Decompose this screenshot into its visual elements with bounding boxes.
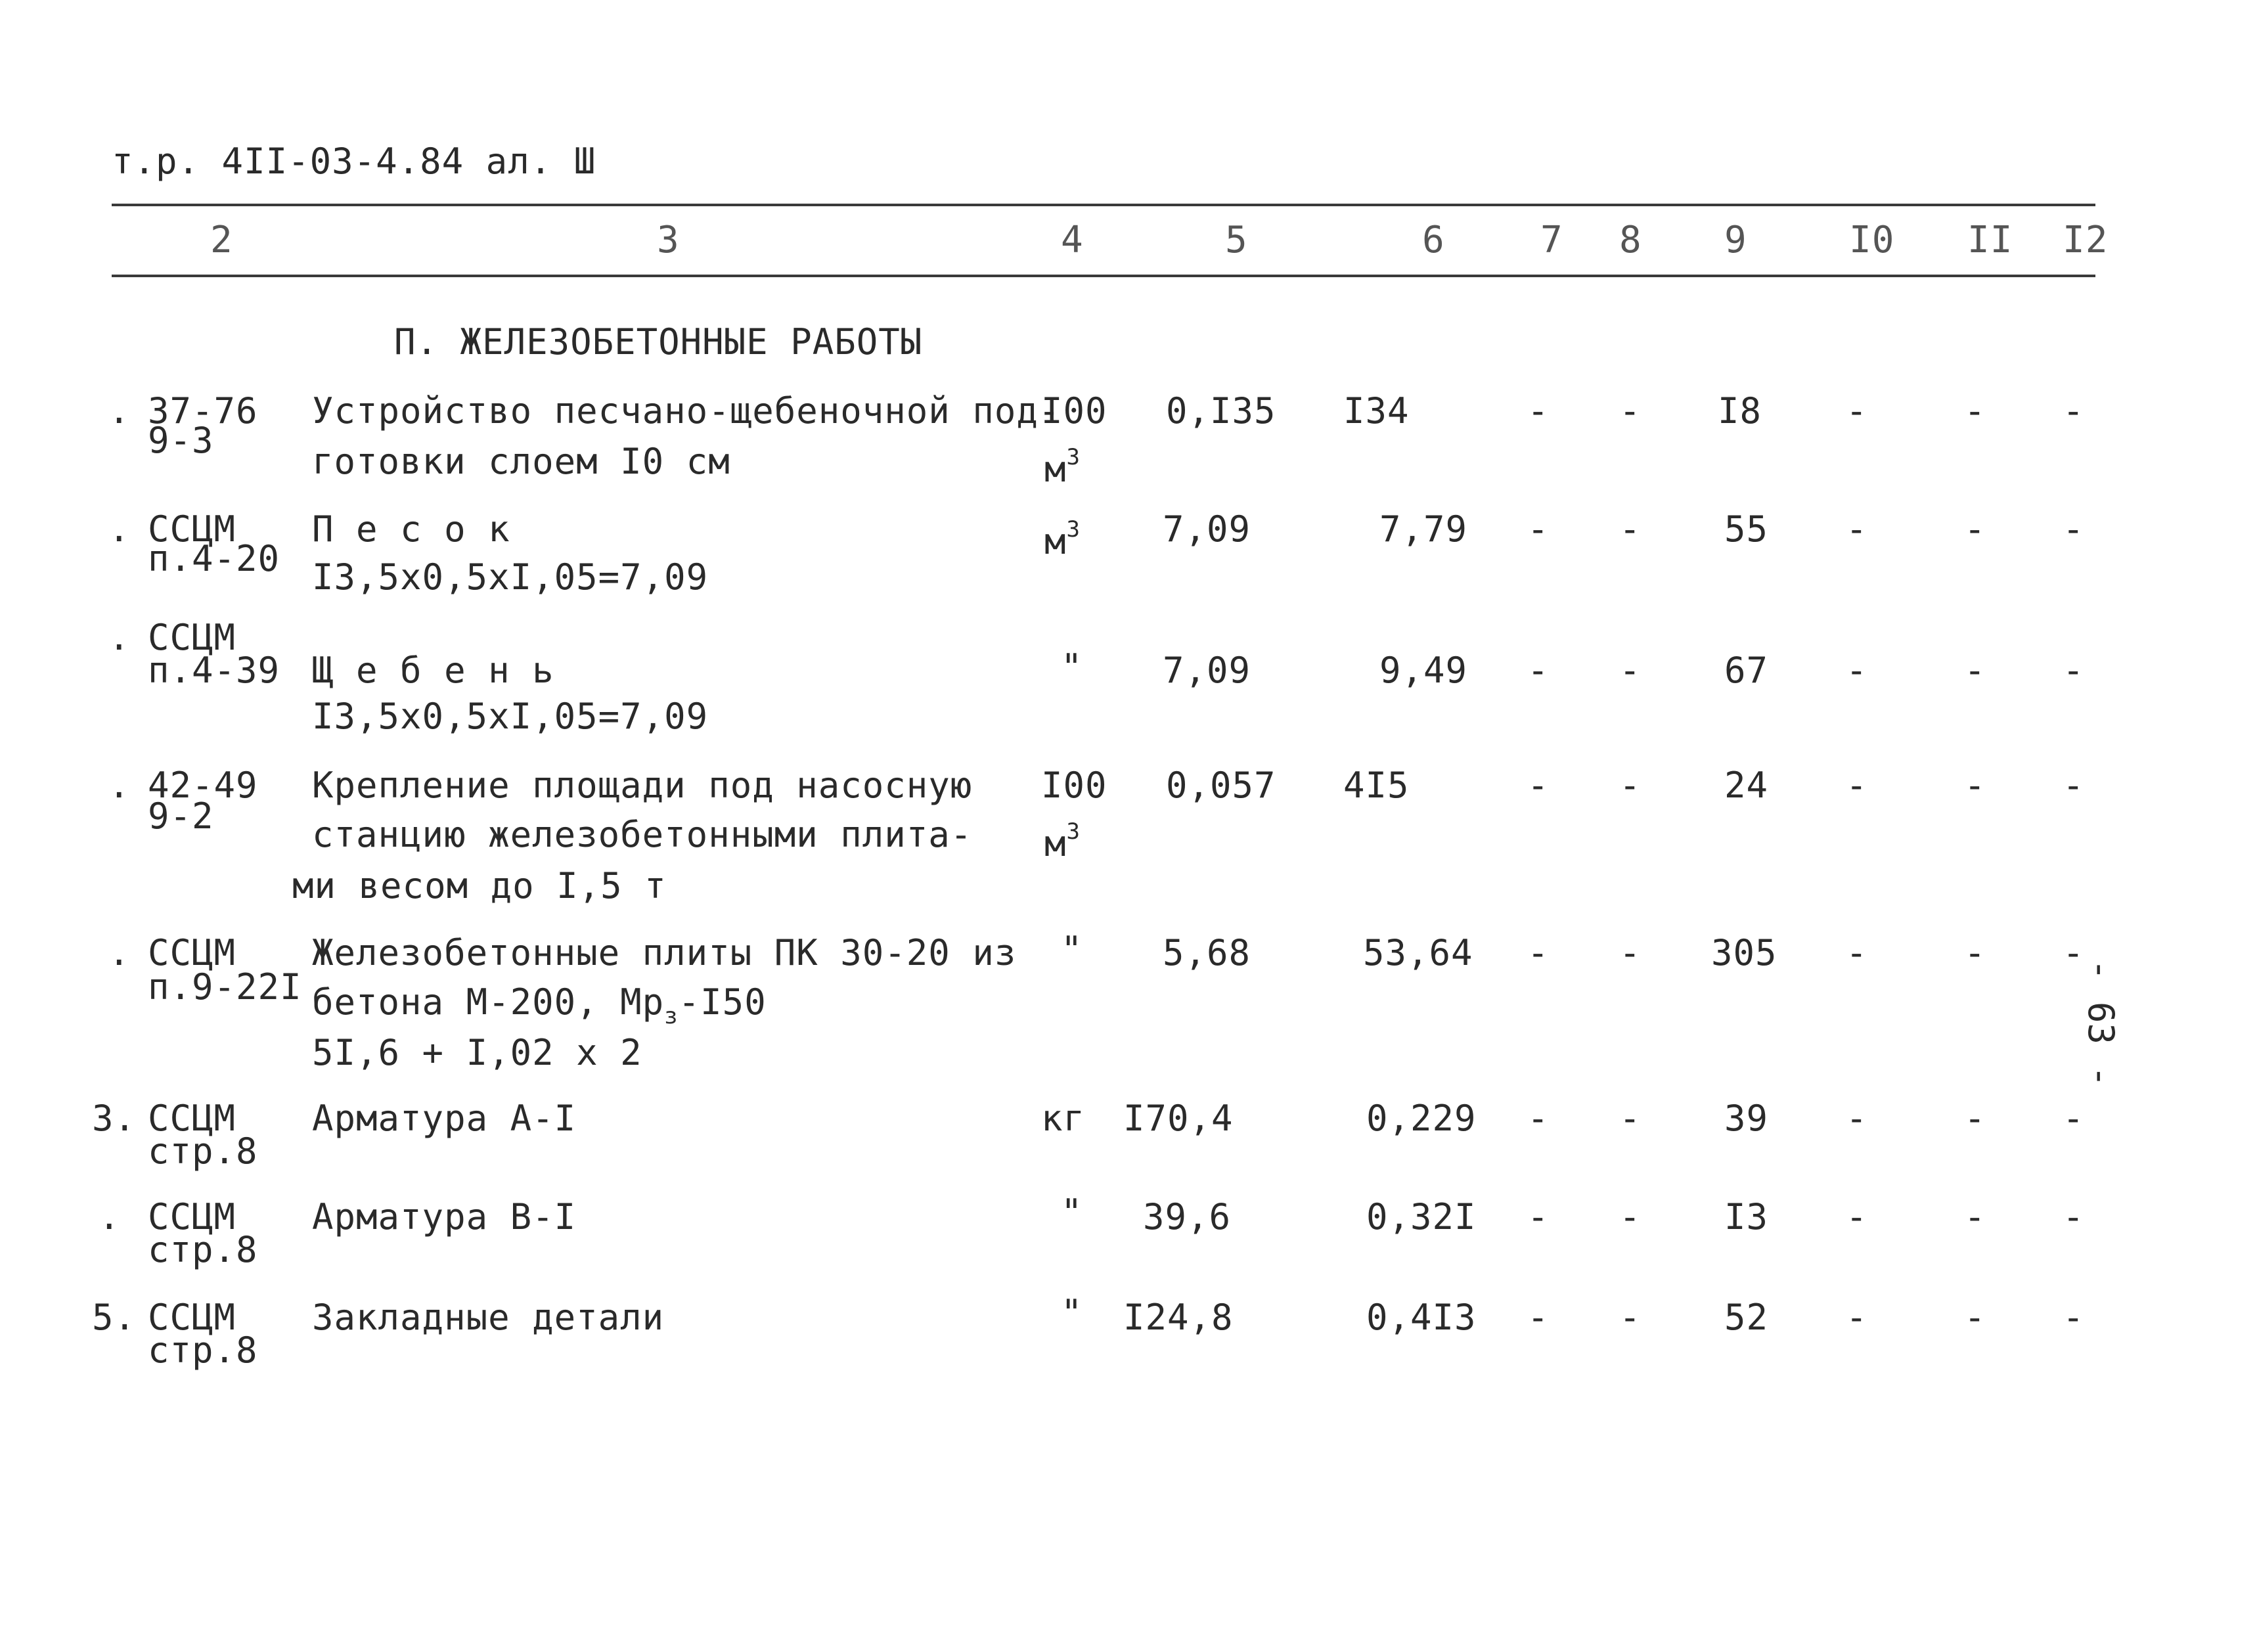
row-description: станцию железобетонными плита- [312, 814, 973, 855]
row-quantity: 7,09 [1163, 650, 1251, 691]
row-number: . [108, 765, 131, 806]
row-col7: - [1527, 932, 1550, 973]
row-total: 305 [1711, 932, 1777, 973]
row-quantity: 39,6 [1143, 1196, 1232, 1238]
row-col10: - [1846, 508, 1868, 550]
row-col12: - [2063, 508, 2085, 550]
header-bottom-rule [112, 275, 2095, 277]
row-quantity: 7,09 [1163, 508, 1251, 550]
row-number: . [108, 617, 131, 658]
column-header: 2 [210, 219, 233, 261]
row-col10: - [1846, 765, 1868, 806]
row-col10: - [1846, 390, 1868, 432]
description-text: бетона М-200, Мр [312, 981, 665, 1023]
row-code: 42-49 [148, 765, 258, 806]
row-col7: - [1527, 1098, 1550, 1139]
column-header: II [1967, 219, 2013, 261]
row-total: I8 [1718, 390, 1762, 432]
row-unit: " [1061, 1292, 1083, 1333]
row-col12: - [2063, 1098, 2085, 1139]
row-total: 55 [1724, 508, 1769, 550]
row-col8: - [1619, 1196, 1642, 1238]
row-col8: - [1619, 650, 1642, 691]
row-code: ССЦМ [148, 617, 236, 658]
row-price: 0,229 [1366, 1098, 1477, 1139]
row-description: Щ е б е н ь [312, 650, 554, 691]
row-number: . [108, 508, 131, 550]
row-col12: - [2063, 1297, 2085, 1338]
row-unit [1044, 437, 1081, 490]
row-col7: - [1527, 508, 1550, 550]
row-code: ССЦМ [148, 508, 236, 550]
row-description [312, 982, 767, 1037]
row-description: Закладные детали [312, 1297, 665, 1338]
row-unit: " [1061, 646, 1083, 688]
row-col11: - [1964, 650, 1986, 691]
column-header: 9 [1724, 219, 1747, 261]
row-col7: - [1527, 1297, 1550, 1338]
row-total: 67 [1724, 650, 1769, 691]
row-col8: - [1619, 1098, 1642, 1139]
column-header: 3 [657, 219, 680, 261]
row-price: 4I5 [1343, 765, 1410, 806]
row-col8: - [1619, 765, 1642, 806]
row-total: 52 [1724, 1297, 1769, 1338]
row-code: стр.8 [148, 1130, 258, 1172]
column-header: 6 [1422, 219, 1445, 261]
row-col12: - [2063, 650, 2085, 691]
row-description: П е с о к [312, 508, 510, 550]
row-col10: - [1846, 1098, 1868, 1139]
row-description: I3,5x0,5xI,05=7,09 [312, 696, 709, 737]
row-col11: - [1964, 932, 1986, 973]
unit-superscript: 3 [1066, 516, 1081, 543]
unit-text: м [1044, 521, 1067, 562]
row-unit: " [1061, 929, 1083, 970]
row-unit [1044, 509, 1081, 562]
row-description: Арматура В-I [312, 1196, 577, 1238]
column-header: 4 [1061, 219, 1084, 261]
page-number-text: - 63 - [2080, 959, 2122, 1088]
row-price: 7,79 [1379, 508, 1468, 550]
row-col11: - [1964, 390, 1986, 432]
row-col8: - [1619, 1297, 1642, 1338]
row-unit [1044, 811, 1081, 864]
row-col7: - [1527, 650, 1550, 691]
row-price: I34 [1343, 390, 1410, 432]
row-col11: - [1964, 765, 1986, 806]
row-description: ми весом до I,5 т [292, 865, 667, 906]
row-col8: - [1619, 932, 1642, 973]
row-quantity: I24,8 [1123, 1297, 1234, 1338]
row-code: стр.8 [148, 1229, 258, 1270]
row-quantity: 0,I35 [1166, 390, 1276, 432]
row-col10: - [1846, 932, 1868, 973]
header-top-rule [112, 204, 2095, 206]
column-header: I2 [2063, 219, 2109, 261]
row-col11: - [1964, 1297, 1986, 1338]
row-total: I3 [1724, 1196, 1769, 1238]
row-price: 9,49 [1379, 650, 1468, 691]
column-header: 8 [1619, 219, 1642, 261]
row-quantity: 5,68 [1163, 932, 1251, 973]
unit-text: м [1044, 449, 1067, 490]
row-number: . [99, 1196, 121, 1238]
unit-superscript: 3 [1066, 444, 1081, 470]
row-description: Арматура А-I [312, 1098, 577, 1139]
row-unit: " [1061, 1192, 1083, 1233]
row-col12: - [2063, 765, 2085, 806]
row-code: п.4-20 [148, 538, 280, 579]
row-col7: - [1527, 390, 1550, 432]
row-description: I3,5x0,5xI,05=7,09 [312, 556, 709, 598]
row-description: Крепление площади под насосную [312, 765, 973, 806]
row-quantity: 0,057 [1166, 765, 1276, 806]
row-code: ССЦМ [148, 1098, 236, 1139]
section-title: П. ЖЕЛЕЗОБЕТОННЫЕ РАБОТЫ [394, 321, 923, 363]
row-description: Устройство песчано-щебеночной под- [312, 390, 1061, 432]
page-number [2080, 920, 2207, 1088]
row-col10: - [1846, 1196, 1868, 1238]
row-description: Железобетонные плиты ПК 30-20 из [312, 932, 1017, 973]
column-header: 7 [1540, 219, 1563, 261]
row-col11: - [1964, 508, 1986, 550]
row-code: ССЦМ [148, 1297, 236, 1338]
column-header: 5 [1225, 219, 1248, 261]
row-total: 24 [1724, 765, 1769, 806]
row-number: . [108, 932, 131, 973]
row-col12: - [2063, 1196, 2085, 1238]
row-code: 9-3 [148, 420, 214, 461]
row-number: . [108, 390, 131, 432]
row-price: 53,64 [1363, 932, 1473, 973]
row-number: 3. [92, 1098, 137, 1139]
row-number: 5. [92, 1297, 137, 1338]
row-col12: - [2063, 390, 2085, 432]
row-col8: - [1619, 390, 1642, 432]
row-col8: - [1619, 508, 1642, 550]
row-col10: - [1846, 650, 1868, 691]
row-col11: - [1964, 1098, 1986, 1139]
row-code: ССЦМ [148, 1196, 236, 1238]
row-col11: - [1964, 1196, 1986, 1238]
row-code: п.9-22I [148, 966, 302, 1008]
row-quantity: I70,4 [1123, 1098, 1234, 1139]
row-code: 9-2 [148, 795, 214, 837]
row-code: п.4-39 [148, 650, 280, 691]
row-total: 39 [1724, 1098, 1769, 1139]
row-code: 37-76 [148, 390, 258, 432]
row-unit: I00 [1041, 765, 1107, 806]
column-header: I0 [1849, 219, 1895, 261]
row-col7: - [1527, 765, 1550, 806]
row-price: 0,32I [1366, 1196, 1477, 1238]
row-col10: - [1846, 1297, 1868, 1338]
row-col7: - [1527, 1196, 1550, 1238]
row-code: ССЦМ [148, 932, 236, 973]
row-price: 0,4I3 [1366, 1297, 1477, 1338]
unit-superscript: 3 [1066, 818, 1081, 845]
unit-text: м [1044, 823, 1067, 864]
row-unit: кг [1041, 1098, 1086, 1139]
description-subscript: з [664, 1003, 679, 1029]
document-reference: т.р. 4II-03-4.84 ал. Ш [112, 141, 596, 182]
row-description: 5I,6 + I,02 x 2 [312, 1032, 642, 1073]
row-unit: I00 [1041, 390, 1107, 432]
row-description: готовки слоем I0 см [312, 441, 730, 482]
row-code: стр.8 [148, 1329, 258, 1371]
row-col12: - [2063, 932, 2085, 973]
description-text: -I50 [678, 981, 767, 1023]
